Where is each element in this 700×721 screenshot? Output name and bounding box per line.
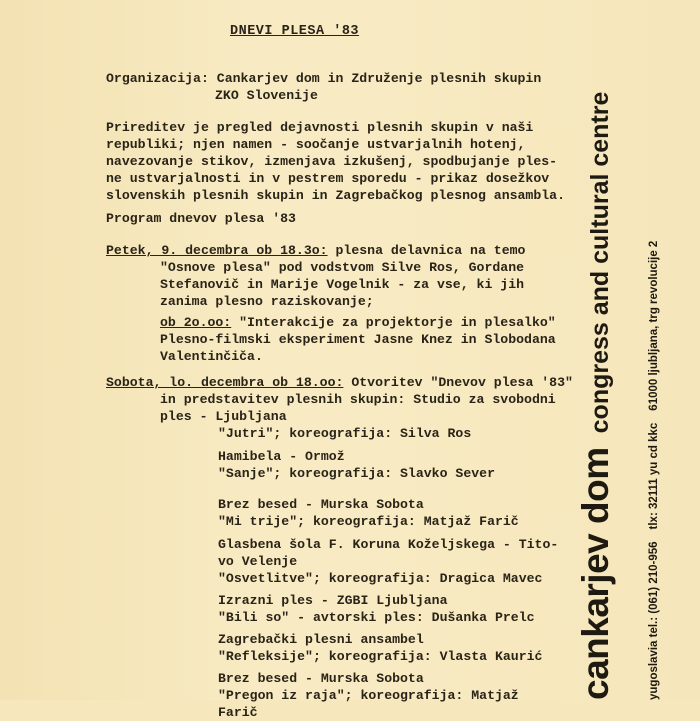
friday-desc: plesna delavnica na temo [327,243,526,258]
letterhead-brand: cankarjev dom [575,447,616,700]
letterhead-brand-block [575,60,617,700]
organizer-line: Organizacija: Cankarjev dom in Združenje plesnih skupin [106,71,542,86]
saturday-item: Glasbena šola F. Koruna Koželjskega - Tito- [218,537,559,552]
saturday-item: "Osvetlitve"; koreografija: Dragica Mavec [218,571,543,586]
saturday-line: in predstavitev plesnih skupin: Studio za svobodni [160,392,556,407]
intro-line: Prireditev je pregled dejavnosti plesnih skupin v naši [106,120,534,135]
friday-row [106,242,525,259]
program-heading: Program dnevov plesa '83 [106,211,296,226]
intro-line: ne ustvarjalnosti in v pestrem sporedu - prikaz dosežkov [106,171,550,186]
friday-line-2: Plesno-filmski eksperiment Jasne Knez in Slobodana [160,332,556,347]
page-title: DNEVI PLESA '83 [230,24,360,39]
letterhead-address [648,60,660,700]
letterhead-address-part: tlx: 32111 yu cd kkc [648,422,660,530]
organizer-line-2: ZKO Slovenije [215,88,318,103]
saturday-item: Hamibela - Ormož [218,449,345,464]
saturday-desc: Otvoritev "Dnevov plesa '83" [343,375,573,390]
friday-desc-2: "Interakcije za projektorje in plesalko" [231,315,556,330]
saturday-date: Sobota, lo. decembra ob 18.oo: [106,375,344,390]
saturday-line: ples - Ljubljana [160,409,287,424]
friday-row-2 [160,314,556,331]
letterhead-subtitle: congress and cultural centre [586,91,614,434]
intro-line: navezovanje stikov, izmenjava izkušenj, spodbujanje ples- [106,154,558,169]
saturday-item: Brez besed - Murska Sobota [218,671,424,686]
saturday-item: Zagrebački plesni ansambel [218,632,424,647]
saturday-item: vo Velenje [218,554,298,569]
saturday-item: Izrazni ples - ZGBI Ljubljana [218,593,448,608]
letterhead-address-part: yugoslavia tel.: (061) 210-956 [648,541,660,700]
saturday-item: Farič [218,705,258,720]
intro-line: republiki; njen namen - soočanje ustvarjalnih hotenj, [106,137,526,152]
saturday-item: "Refleksije"; koreografija: Vlasta Kaurić [218,649,543,664]
saturday-item: "Bili so" - avtorski ples: Dušanka Prelc [218,610,535,625]
letterhead-address-part: 61000 ljubljana, trg revolucije 2 [648,240,660,411]
saturday-item: "Sanje"; koreografija: Slavko Sever [218,466,495,481]
friday-time-2: ob 2o.oo: [160,315,232,330]
saturday-item: "Pregon iz raja"; koreografija: Matjaž [218,688,519,703]
saturday-item: "Jutri"; koreografija: Silva Ros [218,426,472,441]
friday-date: Petek, 9. decembra ob 18.3o: [106,243,328,258]
saturday-item: "Mi trije"; koreografija: Matjaž Farič [218,514,519,529]
friday-line: "Osnove plesa" pod vodstvom Silve Ros, Gordane [160,260,525,275]
friday-line: zanima plesno raziskovanje; [160,294,374,309]
intro-line: slovenskih plesnih skupin in Zagrebačkog plesnog ansambla. [106,188,565,203]
friday-line: Stefanovič in Marije Vogelnik - za vse, ki jih [160,277,525,292]
saturday-row [106,374,573,391]
saturday-item: Brez besed - Murska Sobota [218,497,424,512]
friday-line-2: Valentinčiča. [160,349,263,364]
